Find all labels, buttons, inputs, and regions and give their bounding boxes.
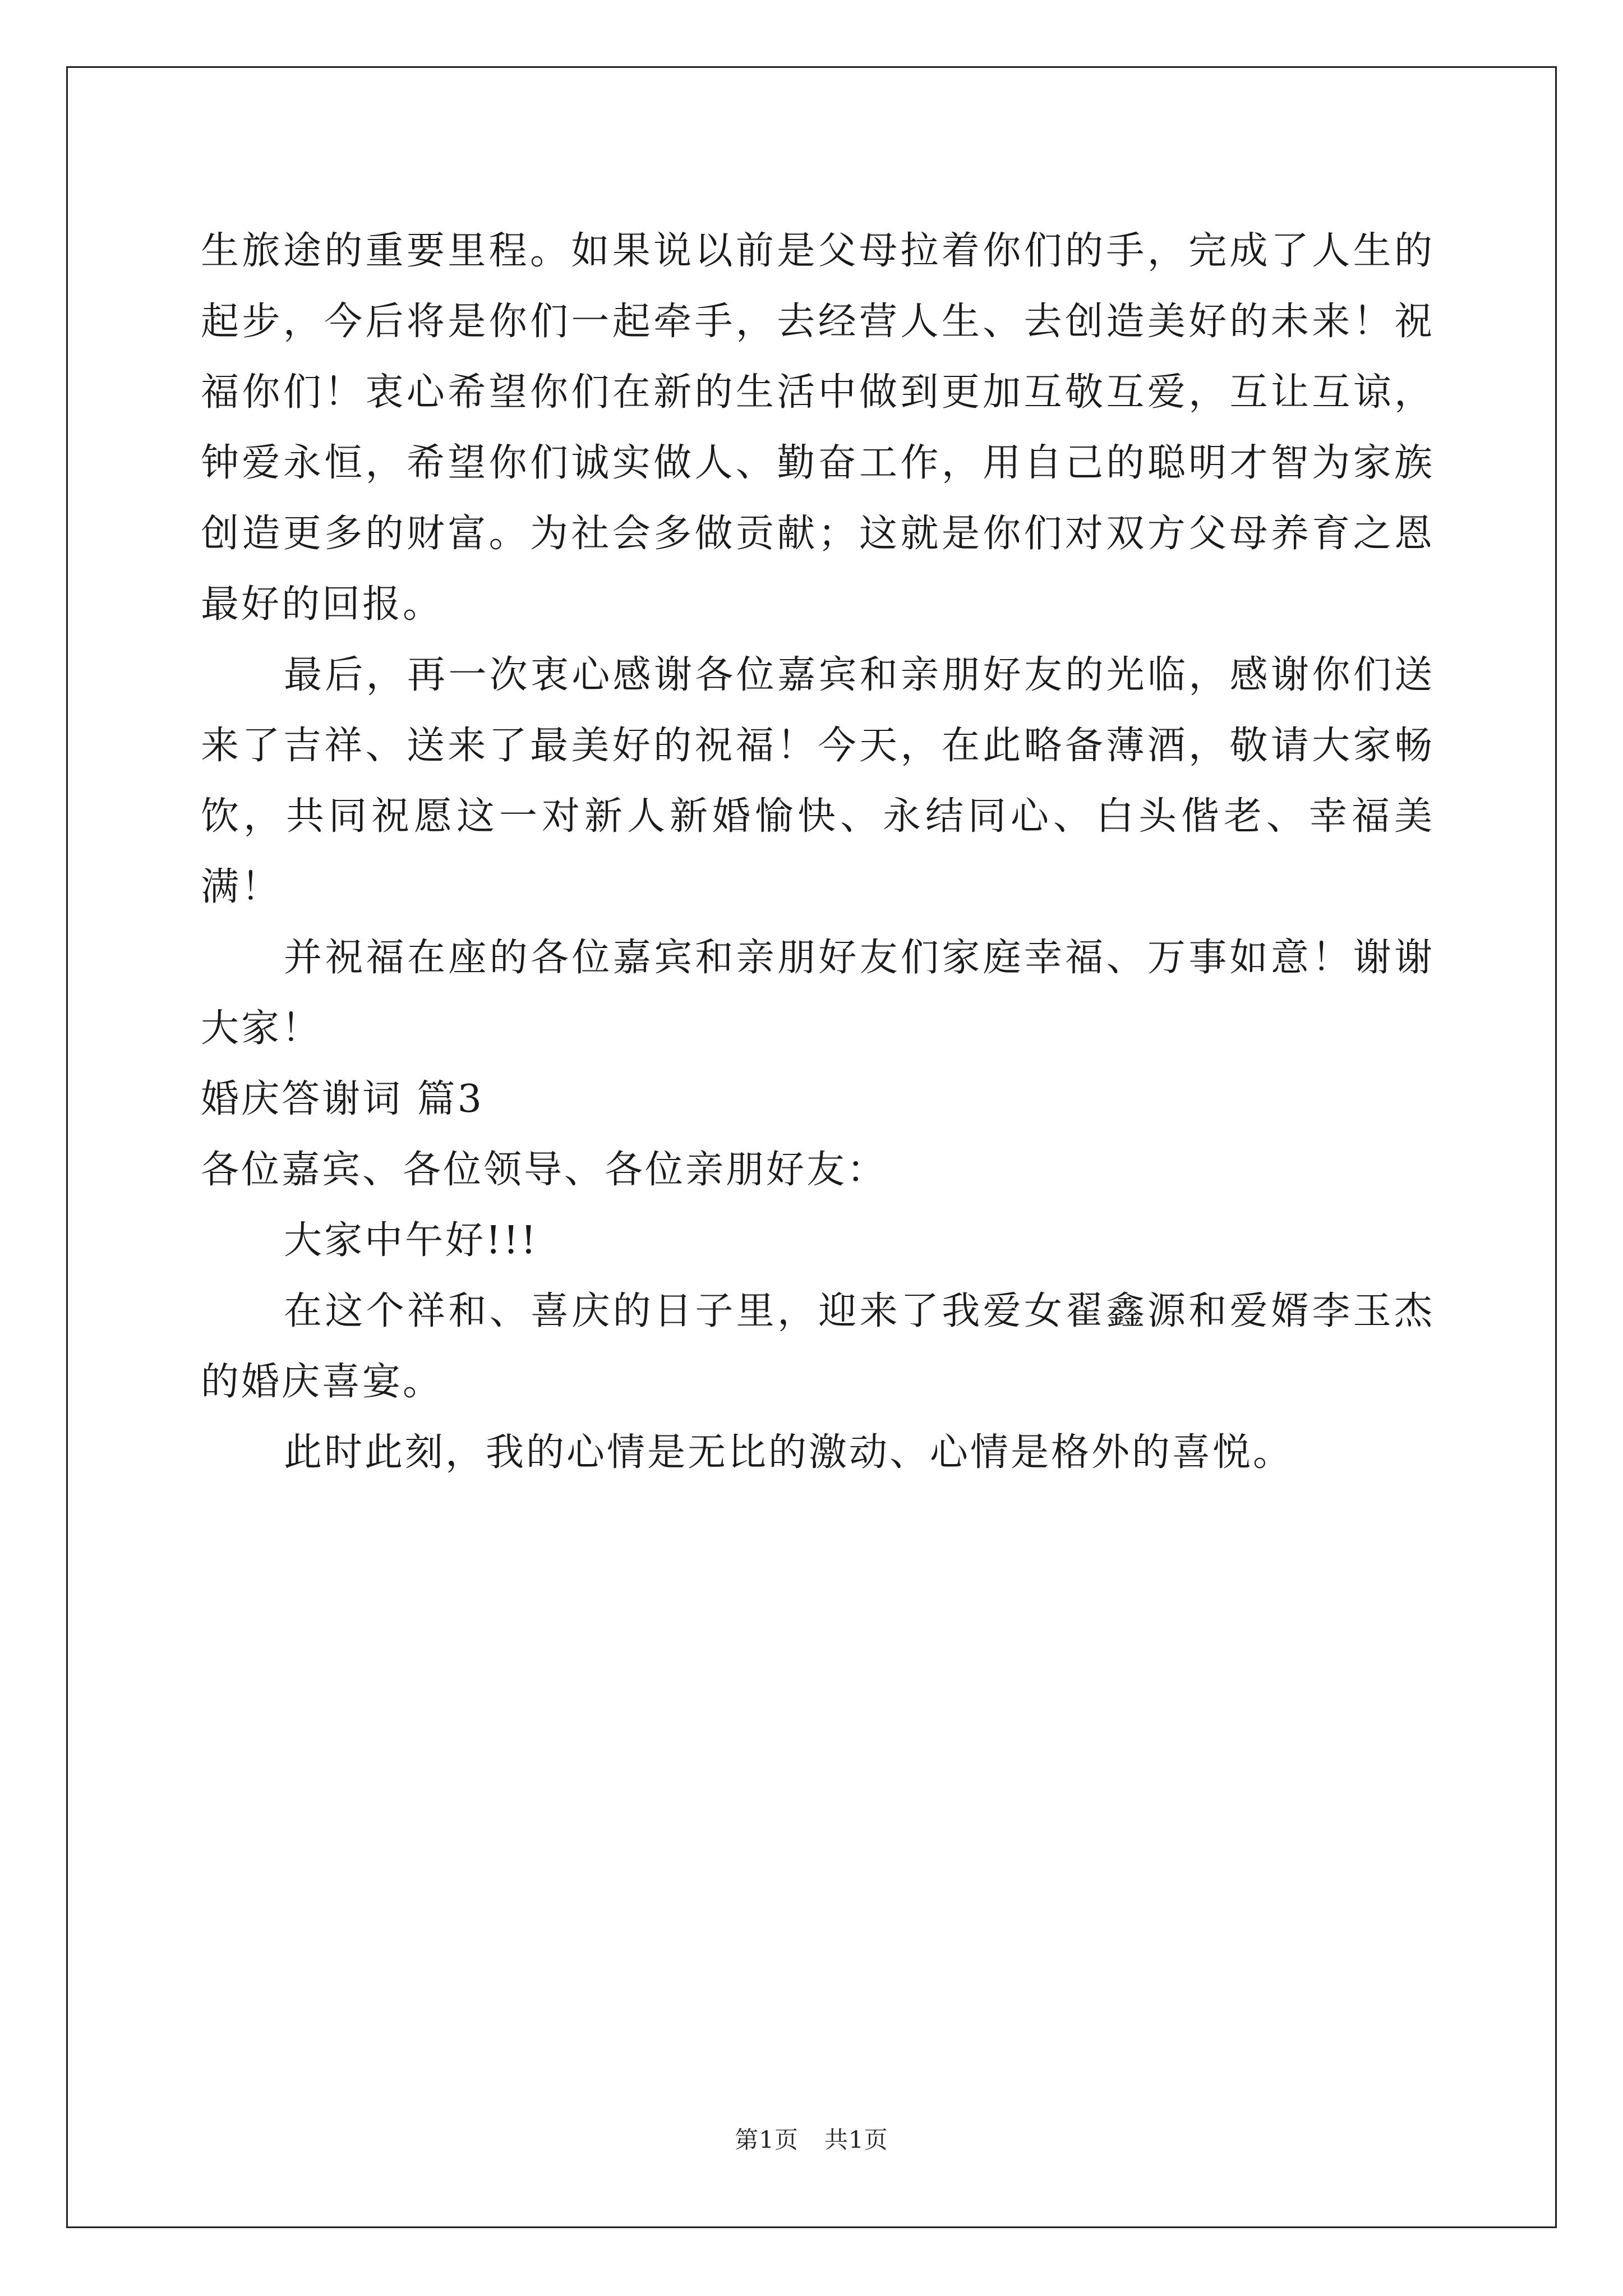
paragraph-2: 最后，再一次衷心感谢各位嘉宾和亲朋好友的光临，感谢你们送来了吉祥、送来了最美好的祝福！今天，在此略备薄酒，敬请大家畅饮，共同祝愿这一对新人新婚愉快、永结同心、白头偕老、幸福美满！	[201, 653, 1435, 909]
salutation: 各位嘉宾、各位领导、各位亲朋好友：	[201, 1148, 888, 1192]
paragraph-5: 在这个祥和、喜庆的日子里，迎来了我爱女翟鑫源和爱婿李玉杰的婚庆喜宴。	[201, 1289, 1435, 1404]
paragraph-3: 并祝福在座的各位嘉宾和亲朋好友们家庭幸福、万事如意！谢谢大家！	[201, 936, 1435, 1051]
page-number-total: 共1页	[824, 2126, 888, 2154]
page-footer	[0, 2126, 1623, 2154]
section-heading: 婚庆答谢词 篇3	[201, 1077, 484, 1121]
paragraph-1: 生旅途的重要里程。如果说以前是父母拉着你们的手，完成了人生的起步，今后将是你们一起牵手，去经营人生、去创造美好的未来！祝福你们！衷心希望你们在新的生活中做到更加互敬互爱，互让互谅，钟爱永恒，希望你们诚实做人、勤奋工作，用自己的聪明才智为家族创造更多的财富。为社会多做贡献；这就是你们对双方父母养育之恩最好的回报。	[201, 229, 1435, 627]
paragraph-greeting: 大家中午好!!!	[284, 1218, 538, 1263]
document-body	[201, 216, 1435, 1488]
paragraph-6: 此时此刻，我的心情是无比的激动、心情是格外的喜悦。	[284, 1430, 1294, 1475]
page-number-current: 第1页	[735, 2126, 799, 2154]
